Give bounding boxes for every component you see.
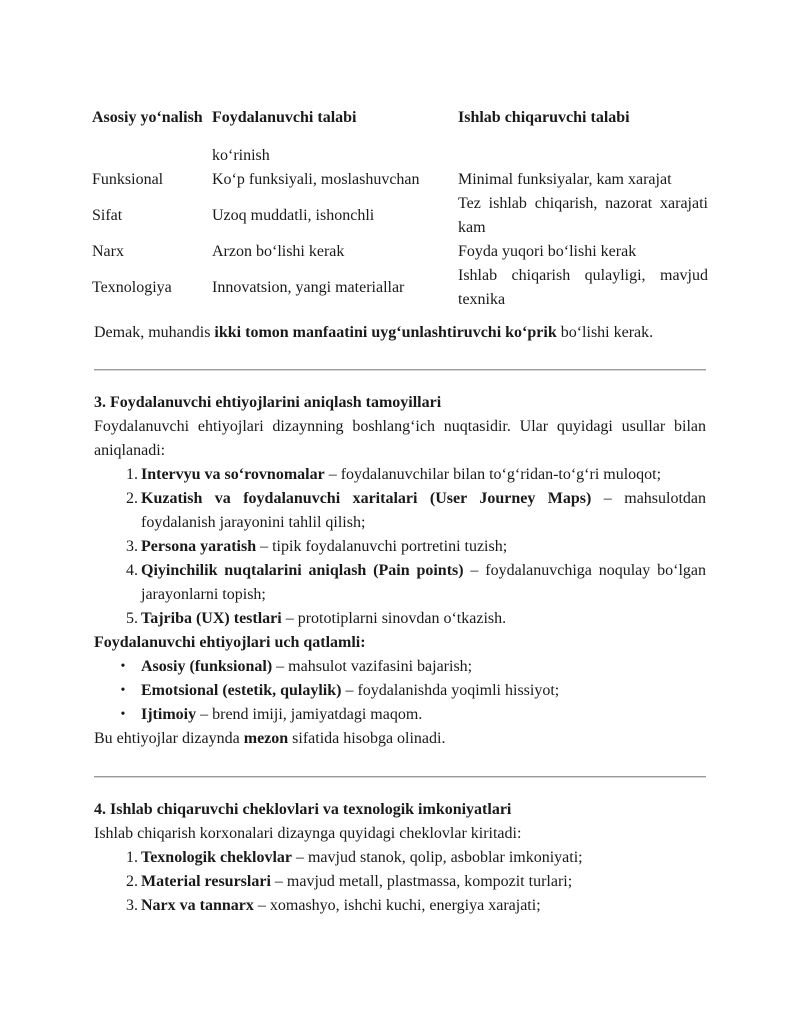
table-cell: Arzon bo‘lishi kerak	[212, 243, 345, 260]
closing-text: Bu ehtiyojlar dizaynda	[94, 730, 244, 747]
table-cell	[458, 144, 708, 168]
list-item-text: – mahsulotdan foydalanish jarayonini tahlil qilish;	[141, 490, 707, 531]
table-cell: Ko‘p funksiyali, moslashuvchan	[212, 171, 420, 188]
list-item-bold: Kuzatish va foydalanuvchi xaritalari (User Journey Maps)	[141, 490, 592, 507]
conclusion-paragraph	[94, 321, 706, 345]
section-3-intro: Foydalanuvchi ehtiyojlari dizaynning boshlang‘ich nuqtasidir. Ular quyidagi usullar bilan aniqlanadi:	[94, 418, 706, 459]
list-number: 1.	[126, 849, 138, 866]
bullet-item	[94, 679, 706, 703]
list-item	[94, 894, 706, 918]
section-4	[94, 798, 706, 918]
list-item-bold: Material resurslari	[141, 873, 271, 890]
bullet-item	[94, 703, 706, 727]
table-header-cell: Asosiy yo‘nalish	[92, 109, 203, 126]
list-number: 2.	[126, 873, 138, 890]
list-item	[94, 535, 706, 559]
table-cell	[92, 144, 212, 168]
table-cell: Funksional	[92, 171, 164, 188]
list-item	[94, 463, 706, 487]
bullet-icon: •	[120, 707, 126, 722]
list-number: 1.	[126, 466, 138, 483]
list-item-bold: Qiyinchilik nuqtalarini aniqlash (Pain points)	[141, 562, 464, 579]
section-divider	[94, 369, 706, 371]
list-item-text: – tipik foydalanuvchi portretini tuzish;	[256, 538, 508, 555]
table-cell: Texnologiya	[92, 279, 172, 296]
list-number: 2.	[126, 490, 138, 507]
table-cell: Innovatsion, yangi materiallar	[212, 279, 405, 296]
table-cell: ko‘rinish	[212, 147, 270, 164]
section-4-title: 4. Ishlab chiqaruvchi cheklovlari va texnologik imkoniyatlari	[94, 801, 512, 818]
bullet-bold: Asosiy (funksional)	[141, 658, 273, 675]
section-3-subtitle	[94, 631, 706, 655]
section-3-title: 3. Foydalanuvchi ehtiyojlarini aniqlash tamoyillari	[94, 394, 442, 411]
conclusion-text: bo‘lishi kerak.	[556, 324, 654, 341]
list-number: 3.	[126, 538, 138, 555]
list-item	[94, 487, 706, 535]
list-item	[94, 846, 706, 870]
bullet-text: – mahsulot vazifasini bajarish;	[272, 658, 473, 675]
comparison-table	[92, 92, 708, 312]
section-4-intro: Ishlab chiqarish korxonalari dizaynga quyidagi cheklovlar kiritadi:	[94, 825, 522, 842]
conclusion-bold: ikki tomon manfaatini uyg‘unlashtiruvchi ko‘prik	[214, 324, 557, 341]
table-cell	[458, 264, 708, 312]
table-cell-text: Tez ishlab chiqarish, nazorat xarajati kam	[458, 195, 708, 236]
table-header-cell: Ishlab chiqaruvchi talabi	[458, 109, 630, 126]
table-cell: Foyda yuqori bo‘lishi kerak	[458, 243, 637, 260]
list-item-text: – foydalanuvchiga noqulay bo‘lgan jarayonlarni topish;	[141, 562, 706, 603]
list-item-text: – foydalanuvchilar bilan to‘g‘ridan-to‘g‘ri muloqot;	[324, 466, 662, 483]
section-3	[94, 391, 706, 751]
subtitle-bold: Foydalanuvchi ehtiyojlari uch qatlamli:	[94, 634, 366, 651]
table-cell: Narx	[92, 243, 124, 260]
bullet-bold: Emotsional (estetik, qulaylik)	[141, 682, 342, 699]
closing-bold: mezon	[243, 730, 289, 747]
list-item-bold: Intervyu va so‘rovnomalar	[141, 466, 325, 483]
table-cell: Minimal funksiyalar, kam xarajat	[458, 171, 672, 188]
list-item-text: – mavjud stanok, qolip, asboblar imkoniyati;	[291, 849, 583, 866]
list-item-text: – xomashyo, ishchi kuchi, energiya xarajati;	[253, 897, 541, 914]
list-number: 3.	[126, 897, 138, 914]
section-divider	[94, 776, 706, 778]
section-4-list	[94, 846, 706, 918]
bullet-text: – foydalanishda yoqimli hissiyot;	[341, 682, 560, 699]
conclusion-text: Demak, muhandis	[94, 324, 215, 341]
bullet-bold: Ijtimoiy	[141, 706, 197, 723]
table-header-cell: Foydalanuvchi talabi	[212, 109, 357, 126]
list-number: 4.	[126, 562, 138, 579]
table-row	[92, 264, 708, 312]
list-item-text: – mavjud metall, plastmassa, kompozit turlari;	[270, 873, 573, 890]
table-row	[92, 168, 708, 192]
list-item	[94, 870, 706, 894]
list-item-bold: Persona yaratish	[141, 538, 257, 555]
list-item-bold: Tajriba (UX) testlari	[141, 610, 282, 627]
list-item	[94, 607, 706, 631]
section-3-closing	[94, 727, 706, 751]
table-cell	[458, 192, 708, 240]
bullet-icon: •	[120, 659, 126, 674]
list-number: 5.	[126, 610, 138, 627]
table-header-row	[92, 92, 708, 144]
table-row	[92, 240, 708, 264]
list-item-bold: Texnologik cheklovlar	[141, 849, 292, 866]
bullet-text: – brend imiji, jamiyatdagi maqom.	[196, 706, 423, 723]
section-3-bullets	[94, 655, 706, 727]
bullet-icon: •	[120, 683, 126, 698]
table-row	[92, 144, 708, 168]
bullet-item	[94, 655, 706, 679]
table-row	[92, 192, 708, 240]
table-cell: Sifat	[92, 207, 123, 224]
list-item-text: – prototiplarni sinovdan o‘tkazish.	[281, 610, 507, 627]
list-item-bold: Narx va tannarx	[141, 897, 254, 914]
section-3-list	[94, 463, 706, 631]
list-item	[94, 559, 706, 607]
table-cell: Uzoq muddatli, ishonchli	[212, 207, 375, 224]
table-cell-text: Ishlab chiqarish qulayligi, mavjud texnika	[458, 267, 708, 308]
closing-text: sifatida hisobga olinadi.	[288, 730, 446, 747]
